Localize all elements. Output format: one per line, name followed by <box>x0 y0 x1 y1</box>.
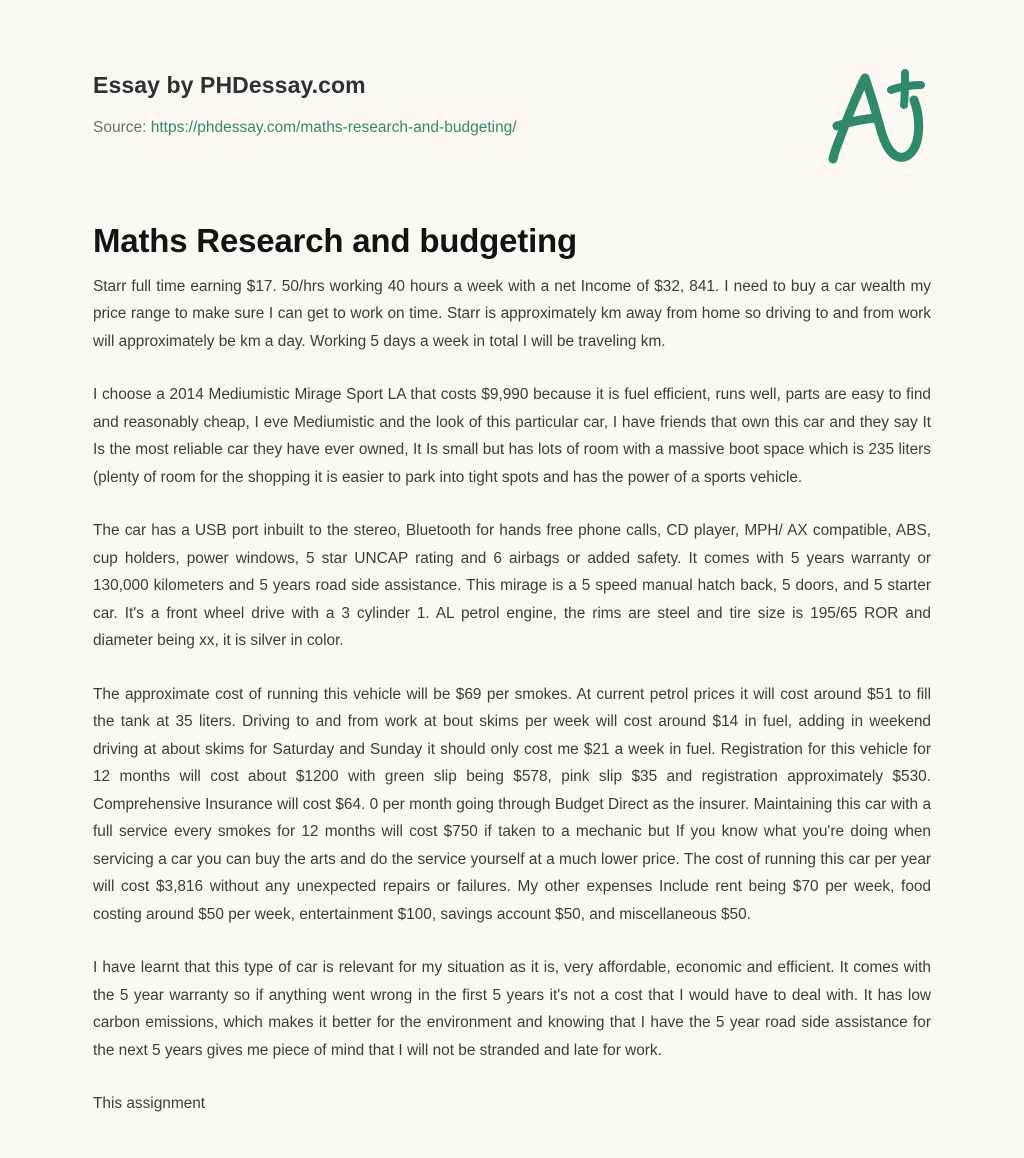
paragraph-4: The approximate cost of running this vehicle will be $69 per smokes. At current petrol prices it will cost around $51 to fill the tank at 35 liters. Driving to and from work at bout skims per week will cost around $14 in fuel, adding in weekend driving at about skims for Saturday and Sunday it should only cost me $21 a week in fuel. Registration for this vehicle for 12 months will cost about $1200 with green slip being $578, pink slip $35 and registration approximately $530. Comprehensive Insurance will cost $64. 0 per month going through Budget Direct as the insurer. Maintaining this car with a full service every smokes for 12 months will cost $750 if taken to a mechanic but If you know what you're doing when servicing a car you can buy the arts and do the service yourself at a much lower price. The cost of running this car per year will cost $3,816 without any unexpected repairs or failures. My other expenses Include rent being $70 per week, food costing around $50 per week, entertainment $100, savings account $50, and miscellaneous $50. <box>93 685 931 923</box>
source-line <box>93 118 931 138</box>
paragraph-2: I choose a 2014 Mediumistic Mirage Sport LA that costs $9,990 because it is fuel efficient, runs well, parts are easy to find and reasonably cheap, I eve Mediumistic and the look of this particular car, I have friends that own this car and they say It Is the most reliable car they have ever owned, It Is small but has lots of room with a massive boot space which is 235 liters (plenty of room for the shopping it is easier to park into tight spots and has the power of a sports vehicle. <box>93 386 931 486</box>
paragraph-3: The car has a USB port inbuilt to the stereo, Bluetooth for hands free phone calls, CD player, MPH/ AX compatible, ABS, cup holders, power windows, 5 star UNCAP rating and 6 airbags or added safety. It comes with 5 years warranty or 130,000 kilometers and 5 years road side assistance. This mirage is a 5 speed manual hatch back, 5 doors, and 5 starter car. It's a front wheel drive with a 3 cylinder 1. AL petrol engine, the rims are steel and tire size is 195/65 ROR and diameter being xx, it is silver in color. <box>93 522 931 650</box>
article-body <box>93 261 931 1158</box>
article <box>0 138 1024 1158</box>
page-header <box>0 0 1024 138</box>
brand-title: Essay by PHDessay.com <box>93 72 366 98</box>
paragraph-5: I have learnt that this type of car is relevant for my situation as it is, very affordable, economic and efficient. It comes with the 5 year warranty so if anything went wrong in the first 5 years it's not a cost that I would have to deal with. It has low carbon emissions, which makes it better for the environment and knowing that I have the 5 year road side assistance for the next 5 years gives me piece of mind that I will not be stranded and late for work. <box>93 959 931 1059</box>
paragraph-1: Starr full time earning $17. 50/hrs working 40 hours a week with a net Income of $32, 841. I need to buy a car wealth my price range to make sure I can get to work on time. Starr is approximately km away from home so driving to and from work will approximately be km a day. Working 5 days a week in total I will be traveling km. <box>93 277 931 350</box>
source-label: Source: <box>93 118 147 136</box>
aplus-logo-icon <box>819 60 939 170</box>
page-title: Maths Research and budgeting <box>93 221 577 259</box>
source-url-link[interactable]: https://phdessay.com/maths-research-and-budgeting/ <box>150 118 517 136</box>
paragraph-6: This assignment <box>93 1095 206 1113</box>
